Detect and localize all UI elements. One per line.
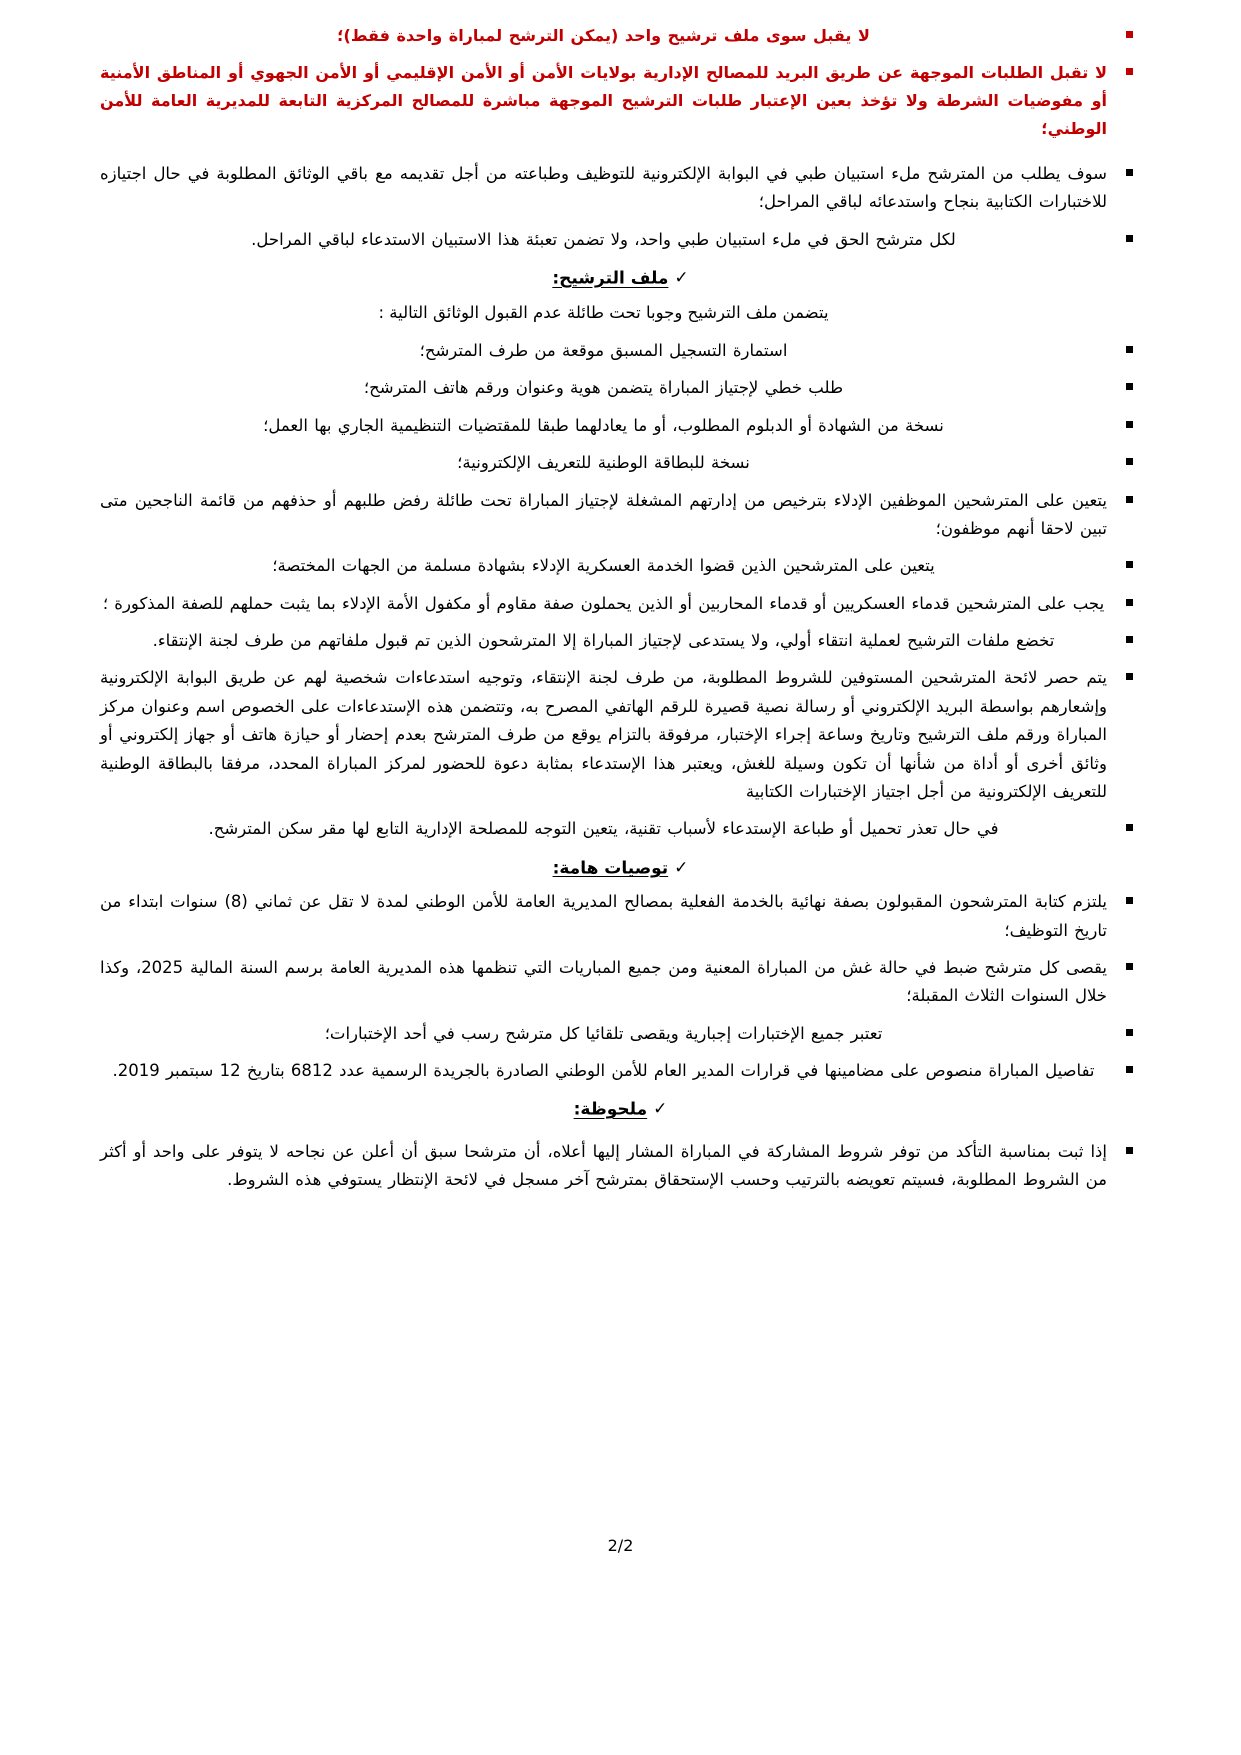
- intro-notes-list: [100, 160, 1141, 254]
- recommendation-item-1: [100, 888, 1141, 945]
- recommendation-text-1: يلتزم كتابة المترشحون المقبولون بصفة نهائية بالخدمة الفعلية بمصالح المديرية العامة للأمن الوطني لمدة لا تقل عن ثماني (8) سنوات ابتداء من تاريخ التوظيف؛: [100, 892, 1107, 940]
- recommendation-item-3: [100, 1020, 1141, 1048]
- dossier-text-7: يجب على المترشحين قدماء العسكريين أو قدماء المحاربين أو الذين يحملون صفة مقاوم أو مكفول الأمة الإدلاء بما يثبت حملهم للصفة المذكورة ؛: [102, 593, 1105, 613]
- dossier-item-7: [100, 590, 1141, 618]
- dossier-text-2: طلب خطي لإجتياز المباراة يتضمن هوية وعنوان ورقم هاتف المترشح؛: [363, 378, 844, 398]
- square-bullet-icon: [1126, 169, 1133, 176]
- recommendation-text-3: تعتبر جميع الإختبارات إجبارية ويقصى تلقائيا كل مترشح رسب في أحد الإختبارات؛: [324, 1023, 883, 1043]
- heading-dossier: [100, 268, 1141, 289]
- dossier-text-3: نسخة من الشهادة أو الدبلوم المطلوب، أو ما يعادلهما طبقا للمقتضيات التنظيمية الجاري بها العمل؛: [263, 415, 944, 435]
- intro-bullet-2: [100, 226, 1141, 254]
- heading-recommendations-label: توصيات هامة:: [552, 858, 669, 879]
- dossier-text-9: يتم حصر لائحة المترشحين المستوفين للشروط المطلوبة، من طرف لجنة الإنتقاء، وتوجيه استدعاءات شخصية لهم عن طريق البوابة الإلكترونية وإشعارهم بواسطة البريد الإلكتروني أو رسالة نصية قصيرة للرقم الهاتفي المصرح به، وتتضمن هذه الإستدعاءات على الخصوص اسم وعنوان مركز المباراة ورقم ملف الترشيح وتاريخ وساعة إجراء الإختبار، مرفوقة بالتزام يوقع من طرف المترشح بعدم إحضار أو حيازة هاتف أو جهاز إلكتروني أو وثائق أخرى أو أداة من شأنها أن تكون وسيلة للغش، ويعتبر هذا الإستدعاء بمثابة دعوة للحضور لمركز المباراة المحدد، مرفقا بالبطاقة الوطنية للتعريف الإلكترونية من أجل اجتياز الإختبارات الكتابية: [100, 668, 1107, 801]
- recommendation-text-2: يقصى كل مترشح ضبط في حالة غش من المباراة المعنية ومن جميع المباريات التي تنظمها هذه المديرية العامة برسم السنة المالية 2025، وكذا خلال السنوات الثلاث المقبلة؛: [100, 957, 1107, 1006]
- dossier-item-1: [100, 337, 1141, 365]
- dossier-text-4: نسخة للبطاقة الوطنية للتعريف الإلكترونية؛: [457, 453, 750, 473]
- square-bullet-icon: [1126, 68, 1133, 75]
- note-item-1: [100, 1138, 1141, 1195]
- warnings-list: [100, 22, 1141, 143]
- checkmark-icon: ✓: [674, 268, 689, 289]
- recommendations-list: [100, 888, 1141, 1085]
- warning-bullet-1: [100, 22, 1141, 50]
- dossier-item-9: [100, 664, 1141, 806]
- dossier-item-10: [100, 815, 1141, 843]
- square-bullet-icon: [1126, 824, 1133, 831]
- square-bullet-icon: [1126, 599, 1133, 606]
- square-bullet-icon: [1126, 235, 1133, 242]
- heading-note: [100, 1099, 1141, 1120]
- recommendation-item-4: [100, 1057, 1141, 1085]
- intro-bullet-1: [100, 160, 1141, 217]
- dossier-item-8: [100, 627, 1141, 655]
- dossier-text-10: في حال تعذر تحميل أو طباعة الإستدعاء لأسباب تقنية، يتعين التوجه للمصلحة الإدارية التابع لها مقر سكن المترشح.: [208, 819, 999, 839]
- dossier-item-5: [100, 487, 1141, 544]
- square-bullet-icon: [1126, 383, 1133, 390]
- dossier-item-4: [100, 449, 1141, 477]
- square-bullet-icon: [1126, 561, 1133, 568]
- square-bullet-icon: [1126, 963, 1133, 970]
- dossier-intro-line: يتضمن ملف الترشيح وجوبا تحت طائلة عدم القبول الوثائق التالية :: [378, 302, 829, 322]
- checkmark-icon: ✓: [653, 1099, 668, 1120]
- heading-note-label: ملحوظة:: [573, 1099, 648, 1120]
- intro-text-1: سوف يطلب من المترشح ملء استبيان طبي في البوابة الإلكترونية للتوظيف وطباعته من أجل تقديمه مع باقي الوثائق المطلوبة في حال اجتيازه للاختبارات الكتابية بنجاح واستدعائه لباقي المراحل؛: [100, 164, 1107, 212]
- dossier-text-1: استمارة التسجيل المسبق موقعة من طرف المترشح؛: [419, 341, 788, 360]
- checkmark-icon: ✓: [674, 857, 689, 878]
- square-bullet-icon: [1126, 421, 1133, 428]
- note-list: [100, 1138, 1141, 1195]
- warning-text-1: لا يقبل سوى ملف ترشيح واحد (يمكن الترشح لمباراة واحدة فقط)؛: [337, 26, 870, 45]
- dossier-item-2: [100, 374, 1141, 402]
- dossier-text-8: تخضع ملفات الترشيح لعملية انتقاء أولي، ولا يستدعى لإجتياز المباراة إلا المترشحون الذين تم قبول ملفاتهم من طرف لجنة الإنتقاء.: [152, 631, 1055, 650]
- heading-recommendations: [100, 858, 1141, 879]
- intro-text-2: لكل مترشح الحق في ملء استبيان طبي واحد، ولا تضمن تعبئة هذا الاستبيان الاستدعاء لباقي المراحل.: [251, 229, 956, 249]
- recommendation-text-4: تفاصيل المباراة منصوص على مضامينها في قرارات المدير العام للأمن الوطني الصادرة بالجريدة الرسمية عدد 6812 بتاريخ 12 سبتمبر 2019.: [112, 1061, 1095, 1080]
- square-bullet-icon: [1126, 496, 1133, 503]
- square-bullet-icon: [1126, 897, 1133, 904]
- square-bullet-icon: [1126, 458, 1133, 465]
- recommendation-item-2: [100, 954, 1141, 1011]
- square-bullet-icon: [1126, 1029, 1133, 1036]
- dossier-item-3: [100, 412, 1141, 440]
- square-bullet-icon: [1126, 1147, 1133, 1154]
- note-text-1: إذا ثبت بمناسبة التأكد من توفر شروط المشاركة في المباراة المشار إليها أعلاه، أن مترشحا سبق أن أعلن عن نجاحه لا يتوفر على واحد أو أكثر من الشروط المطلوبة، فسيتم تعويضه بالترتيب وحسب الإستحقاق بمترشح آخر مسجل في لائحة الإنتظار يستوفي هذه الشروط.: [100, 1141, 1107, 1190]
- heading-dossier-label: ملف الترشيح:: [552, 268, 669, 289]
- square-bullet-icon: [1126, 673, 1133, 680]
- square-bullet-icon: [1126, 346, 1133, 353]
- dossier-items-list: [100, 337, 1141, 844]
- dossier-text-5: يتعين على المترشحين الموظفين الإدلاء بترخيص من إدارتهم المشغلة لإجتياز المباراة تحت طائلة رفض طلبهم أو حذفهم من قائمة الناجحين متى تبين لاحقا أنهم موظفون؛: [100, 490, 1107, 538]
- dossier-text-6: يتعين على المترشحين الذين قضوا الخدمة العسكرية الإدلاء بشهادة مسلمة من الجهات المختصة؛: [272, 556, 935, 576]
- warning-text-2: لا تقبل الطلبات الموجهة عن طريق البريد للمصالح الإدارية بولايات الأمن أو الأمن الإقليمي أو الأمن الجهوي أو المناطق الأمنية أو مفوضيات الشرطة ولا تؤخذ بعين الإعتبار طلبات الترشيح الموجهة مباشرة للمصالح المركزية التابعة للمديرية العامة للأمن الوطني؛: [100, 63, 1107, 138]
- square-bullet-icon: [1126, 31, 1133, 38]
- square-bullet-icon: [1126, 636, 1133, 643]
- warning-bullet-2: [100, 59, 1141, 143]
- square-bullet-icon: [1126, 1066, 1133, 1073]
- dossier-item-6: [100, 552, 1141, 580]
- page-number: 2/2: [607, 1536, 634, 1555]
